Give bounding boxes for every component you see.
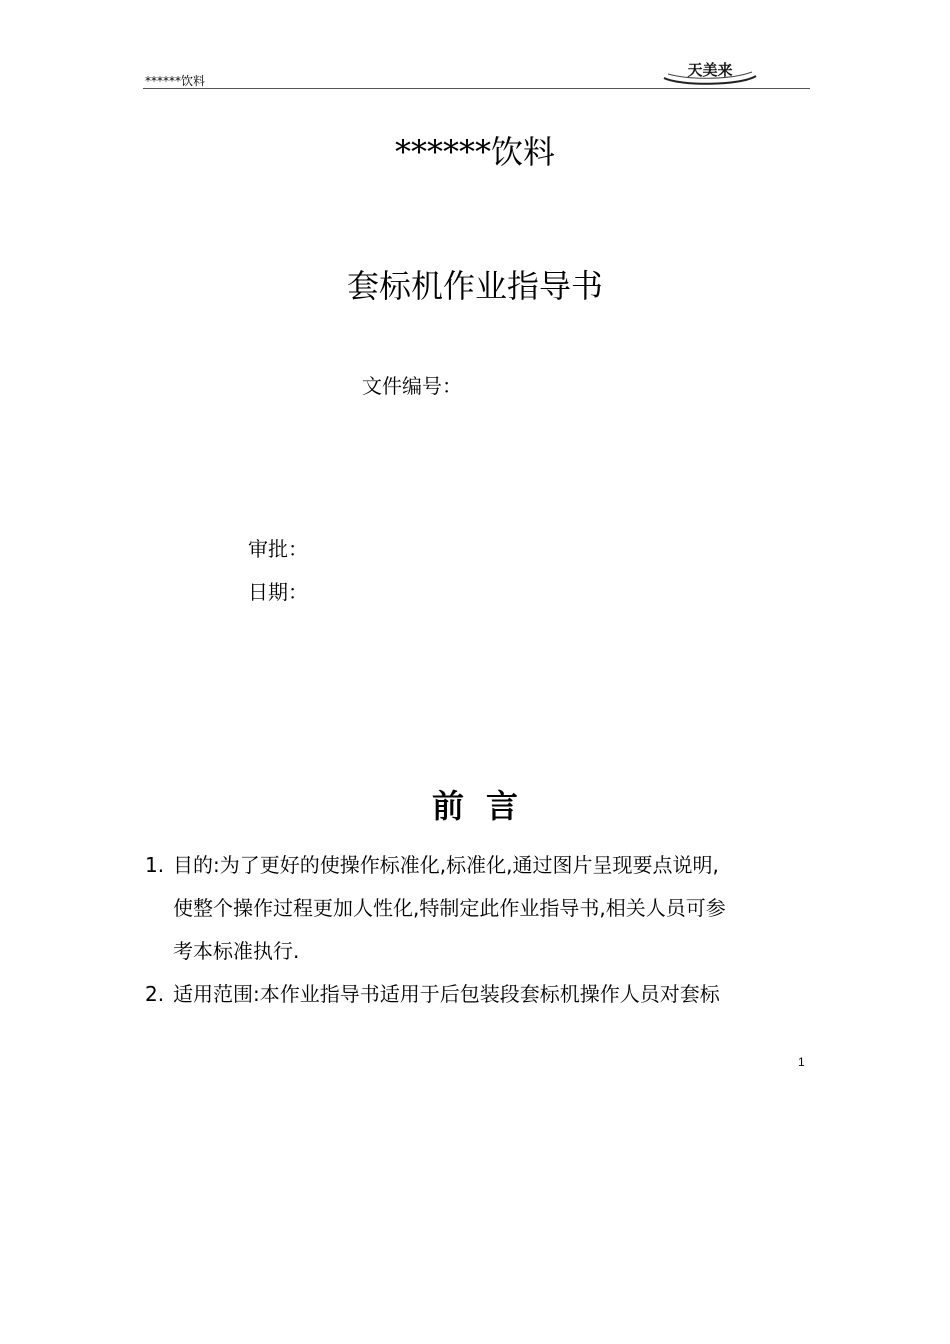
list-item-text: 目的:为了更好的使操作标准化,标准化,通过图片呈现要点说明, 使整个操作过程更加人性化,特制定此作业指导书,相关人员可参 考本标准执行. <box>173 853 726 963</box>
list-item-number: 1. <box>145 853 165 877</box>
preface-heading: 前言 <box>431 787 540 825</box>
header-divider <box>143 88 810 89</box>
company-title: ******饮料 <box>394 133 555 171</box>
logo-text: 天美来 <box>687 61 733 79</box>
company-logo-icon <box>660 56 760 86</box>
date-label: 日期： <box>248 580 308 604</box>
list-item-number: 2. <box>145 982 165 1006</box>
list-item <box>145 973 815 1016</box>
header-company-name: ******饮料 <box>145 74 206 88</box>
page-number: 1 <box>798 1055 805 1069</box>
approval-label: 审批： <box>248 537 308 561</box>
list-item-text: 适用范围:本作业指导书适用于后包装段套标机操作人员对套标 <box>173 982 720 1006</box>
doc-number-label: 文件编号： <box>362 374 462 398</box>
document-title: 套标机作业指导书 <box>346 267 603 305</box>
preface-list <box>145 844 815 1016</box>
list-item <box>145 844 815 973</box>
